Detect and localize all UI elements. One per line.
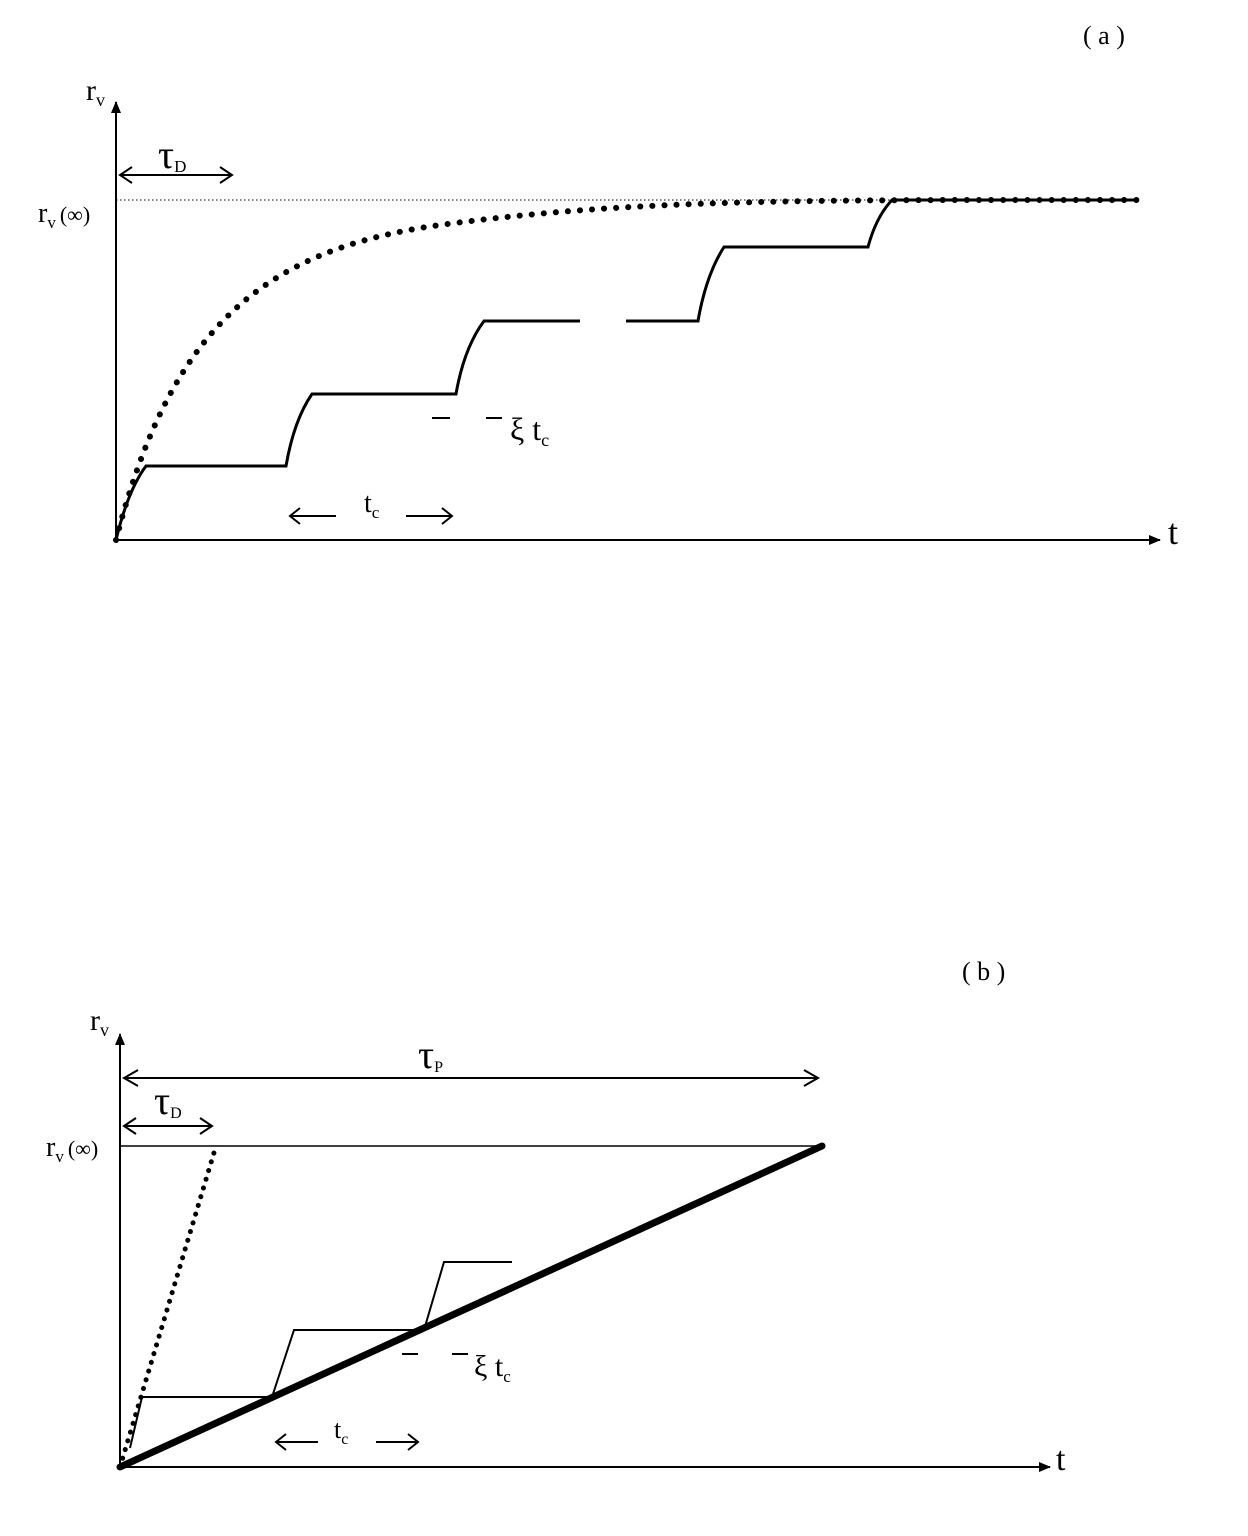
panel-a-tc-label: $t_c$ (364, 488, 380, 522)
panel-a-diffusion-curve (116, 200, 1138, 540)
panel-b-tauD-label: τD (154, 1078, 182, 1123)
panel-b-y-axis-label: $r_v$ (90, 1004, 109, 1040)
panel-b-rinf-label: $r_v$ (∞) (46, 1132, 99, 1166)
panel-a-xi-tc-label: ξ tc (510, 411, 550, 450)
panel-b-tc-label: $t_c$ (334, 1415, 349, 1448)
panel-b-linear-line (120, 1146, 822, 1467)
panel-b-xi-tc-label: ξ $t_c$ (474, 1350, 511, 1386)
panel-a-label: ( a ) (1083, 21, 1125, 50)
panel-a-x-axis-label: t (1168, 512, 1179, 552)
panel-b-x-axis-label: t (1056, 1441, 1066, 1478)
panel-a-tauD-label: τD (158, 132, 187, 177)
panel-b (46, 957, 1066, 1478)
panel-a-rinf-label: $r_v$ (∞) (38, 198, 91, 232)
panel-b-tauP-label: τP (418, 1032, 443, 1077)
panel-a (38, 21, 1178, 552)
panel-a-y-axis-label: $r_v$ (86, 74, 105, 110)
panel-b-diffusion-line (120, 1146, 216, 1467)
panel-a-staircase-last (626, 200, 1138, 321)
panel-b-label: ( b ) (962, 957, 1006, 986)
